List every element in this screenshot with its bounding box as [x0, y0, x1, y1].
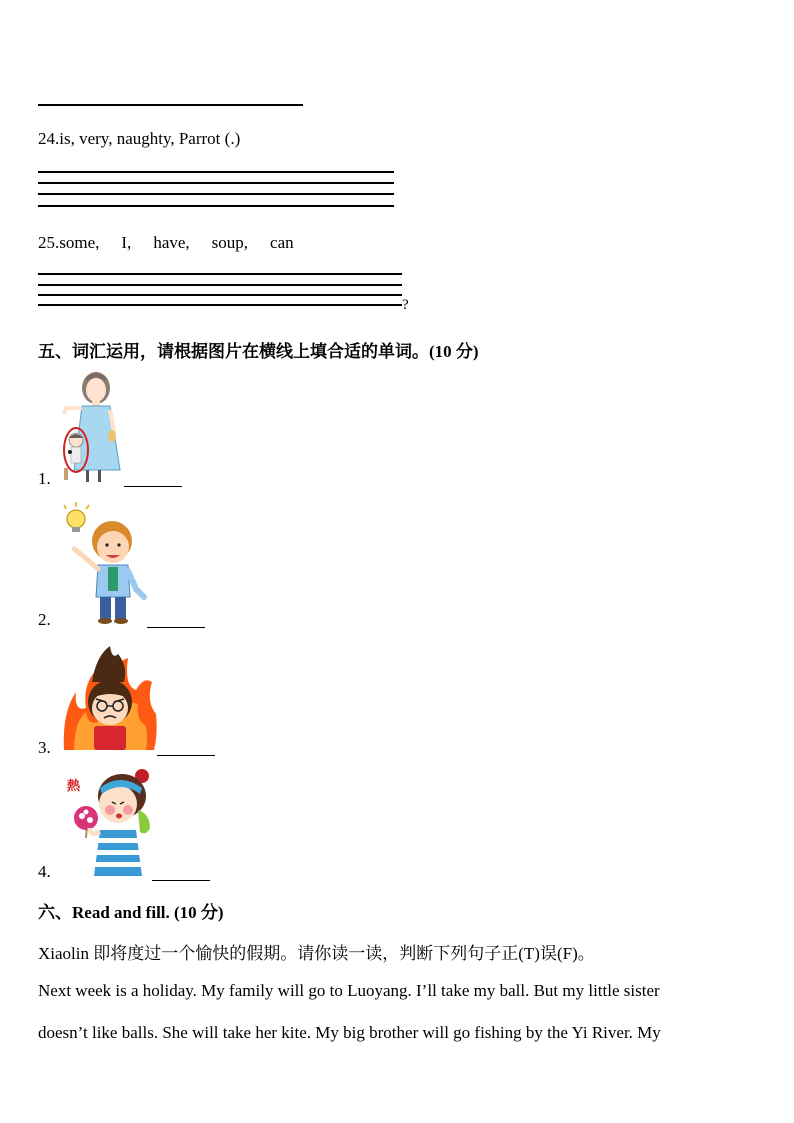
word: can — [270, 233, 294, 252]
question-number: 25. — [38, 233, 60, 252]
answer-line[interactable] — [38, 193, 394, 195]
answer-line[interactable] — [38, 284, 402, 286]
answer-line[interactable] — [38, 205, 394, 207]
picture-label: 熱 — [67, 779, 81, 794]
item-number-2: 2. — [38, 610, 51, 629]
question-25 — [38, 233, 294, 253]
section-5-heading: 五、词汇运用，请根据图片在横线上填合适的单词。(10 分) — [38, 342, 479, 361]
answer-line[interactable] — [38, 171, 394, 173]
item-number-4: 4. — [38, 862, 51, 881]
boy-with-idea-lightbulb-picture — [64, 505, 148, 625]
passage-line: Next week is a holiday. My family will go to Luoyang. I’ll take my ball. But my little sister — [38, 981, 660, 1000]
answer-line[interactable] — [38, 304, 402, 306]
item-number-3: 3. — [38, 738, 51, 757]
word: I, — [121, 233, 132, 252]
word: have, — [153, 233, 190, 252]
word: soup, — [211, 233, 249, 252]
item-number-1: 1. — [38, 469, 51, 488]
answer-blank-4[interactable] — [152, 880, 210, 881]
passage-line: doesn’t like balls. She will take her kite. My big brother will go fishing by the Yi River. My — [38, 1023, 661, 1042]
answer-blank-2[interactable] — [147, 627, 205, 628]
answer-line[interactable] — [38, 182, 394, 184]
section-6-heading: 六、Read and fill. (10 分) — [38, 903, 224, 922]
question-24: 24.is, very, naughty, Parrot (.) — [38, 129, 241, 148]
word: some, — [59, 233, 100, 252]
question-end-mark: ? — [402, 297, 409, 313]
angry-girl-with-fire-picture — [62, 642, 158, 752]
answer-line-23[interactable] — [38, 104, 303, 106]
answer-blank-3[interactable] — [157, 755, 215, 756]
answer-line[interactable] — [38, 294, 402, 296]
answer-blank-1[interactable] — [124, 486, 182, 487]
mother-with-child-picture — [58, 370, 124, 482]
section-6-instruction: Xiaolin 即将度过一个愉快的假期。请你读一读，判断下列句子正(T)误(F)。 — [38, 944, 595, 963]
hot-girl-with-fan-picture — [62, 766, 154, 878]
answer-line[interactable] — [38, 273, 402, 275]
